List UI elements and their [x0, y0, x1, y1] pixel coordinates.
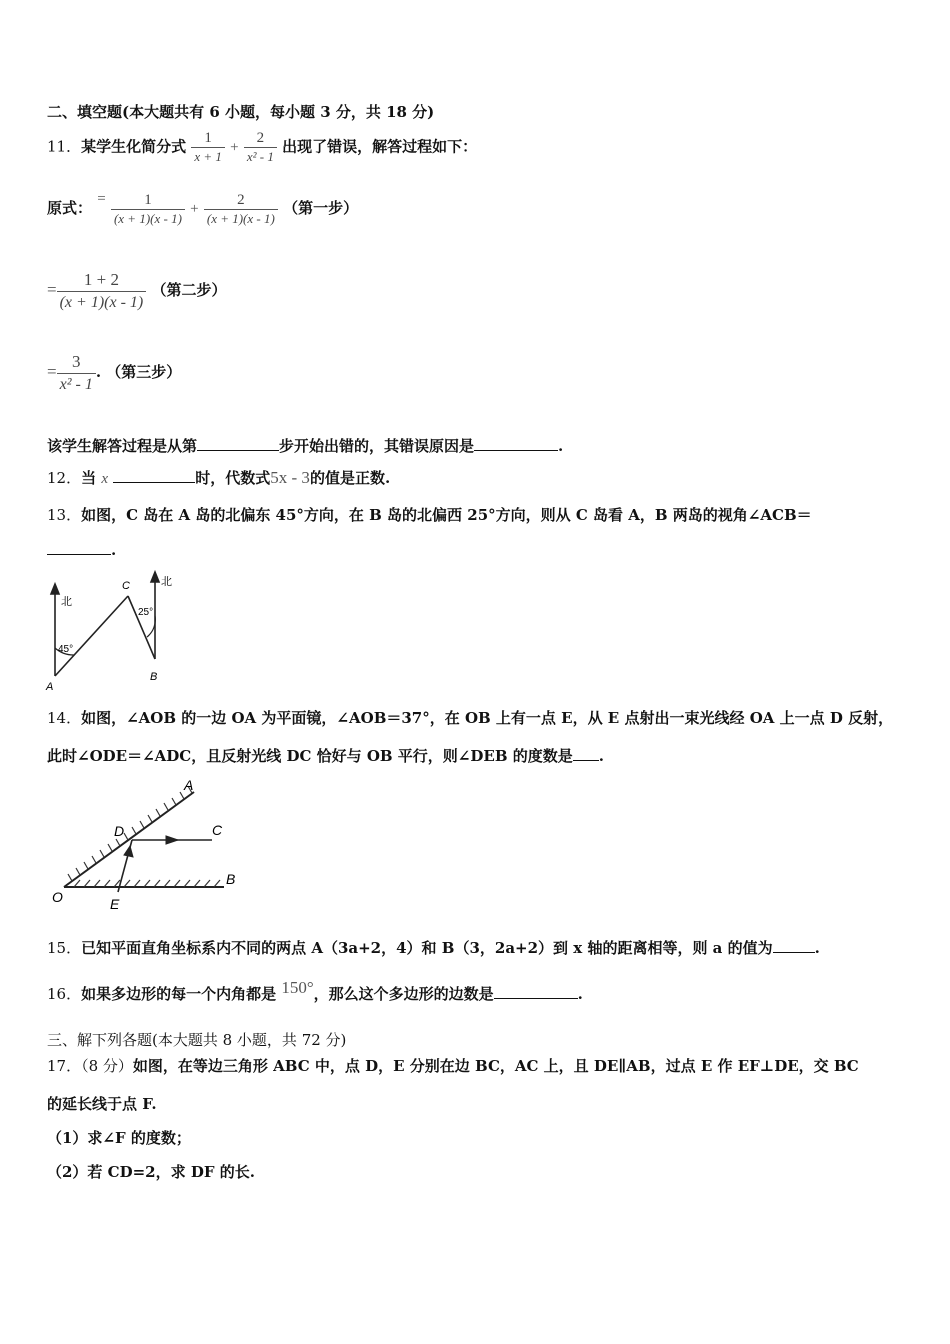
point-label-a: A [46, 681, 54, 693]
fraction: $\frac{2}{(x + 1)(x - 1)}$ [204, 192, 278, 227]
step-note: （第三步） [106, 363, 182, 381]
question-number: 16． [47, 985, 82, 1003]
segment-ac [55, 596, 128, 676]
answer-blank[interactable] [474, 436, 558, 451]
step-note: （第二步） [151, 281, 227, 299]
question-number: 14． [47, 709, 82, 727]
point-label-c: C [212, 822, 223, 838]
step-3 [47, 350, 181, 396]
point-label-b: B [150, 671, 158, 683]
question-17-line-1: 17．（8 分）如图，在等边三角形 ABC 中，点 D，E 分别在边 BC，AC 上，且 DE∥AB，过点 E 作 EF⊥DE，交 BC [47, 1057, 859, 1075]
point-label-d: D [114, 823, 125, 839]
question-number: 11． [47, 137, 82, 156]
fraction: $\frac{3}{\text{x² - 1}}$ [57, 351, 96, 396]
equals-sign: = [47, 362, 57, 381]
question-number: 17． [47, 1057, 82, 1075]
answer-blank[interactable] [773, 938, 815, 953]
variable-x: x [101, 471, 109, 487]
fraction: $\frac{1 + 2}{(x + 1)(x - 1)}$ [57, 269, 147, 314]
question-17-line-2: 的延长线于点 F. [47, 1095, 157, 1113]
north-arrow-a [51, 584, 59, 594]
fraction: $\frac{1}{x + 1}$ [191, 130, 225, 165]
score: （8 分） [81, 1057, 133, 1075]
question-text: 某学生化简分式 [81, 137, 187, 156]
question-15: 15．已知平面直角坐标系内不同的两点 A（3a+2，4）和 B（3，2a+2）到 x 轴的距离相等，则 a 的值为 . [47, 939, 820, 957]
north-label-a: 北 [61, 596, 72, 608]
question-13: 13．如图，C 岛在 A 岛的北偏东 45°方向，在 B 岛的北偏西 25°方向，则从 C 岛看 A，B 两岛的视角∠ACB＝ [47, 506, 812, 524]
question-11-ask: 该学生解答过程是从第 步开始出错的，其错误原因是 . [47, 437, 564, 455]
question-16: 16．如果多边形的每一个内角都是 150°，那么这个多边形的边数是 . [47, 978, 583, 1003]
question-11-intro [47, 130, 477, 165]
angle-arc-b [147, 616, 155, 637]
angle-label-25: 25° [138, 607, 154, 618]
question-number: 12． [47, 469, 82, 487]
period: . [95, 363, 102, 381]
question-17-part-2: （2）若 CD=2，求 DF 的长. [47, 1163, 255, 1181]
point-label-a: A [184, 778, 194, 793]
plus-sign: + [190, 201, 199, 217]
point-label-b: B [226, 871, 236, 887]
point-label-o: O [52, 889, 63, 905]
answer-blank[interactable] [573, 746, 599, 761]
ground-hatching [74, 880, 220, 887]
reflected-arrow [166, 836, 178, 844]
step-1 [47, 190, 358, 227]
segment-cb [128, 596, 155, 659]
equals-sign: = [97, 191, 106, 207]
answer-blank[interactable] [197, 436, 279, 451]
step-label: 原式： [47, 199, 93, 217]
answer-blank[interactable] [113, 468, 195, 483]
section-3-title: 三、解下列各题(本大题共 8 小题，共 72 分) [47, 1031, 347, 1049]
question-13-blank-line: . [47, 540, 116, 560]
equals-sign: = [47, 280, 57, 299]
question-text: 出现了错误，解答过程如下： [282, 137, 478, 156]
step-2 [47, 268, 226, 314]
angle-value: 150° [281, 978, 314, 997]
question-14-line-2: 此时∠ODE＝∠ADC，且反射光线 DC 恰好与 OB 平行，则∠DEB 的度数是 . [47, 747, 604, 765]
figure-q13 [40, 568, 190, 693]
question-17-part-1: （1）求∠F 的度数； [47, 1129, 191, 1147]
point-label-e: E [110, 896, 120, 912]
step-note: （第一步） [283, 199, 359, 217]
question-14-line-1: 14．如图，∠AOB 的一边 OA 为平面镜，∠AOB＝37°，在 OB 上有一点 E，从 E 点射出一束光线经 OA 上一点 D 反射， [47, 709, 894, 727]
answer-blank[interactable] [47, 540, 111, 555]
incident-arrow [124, 846, 133, 857]
question-number: 15． [47, 939, 82, 957]
point-label-c: C [122, 580, 130, 592]
expression: 5x - 3 [270, 468, 310, 487]
question-number: 13． [47, 506, 82, 524]
angle-label-45: 45° [58, 644, 74, 655]
figure-q14 [44, 778, 254, 913]
section-2-title: 二、填空题(本大题共有 6 小题，每小题 3 分，共 18 分) [47, 103, 435, 121]
mirror-hatching [68, 786, 192, 881]
fraction: $\frac{2}{\text{x² - 1}}$ [244, 130, 277, 165]
fraction: $\frac{1}{(x + 1)(x - 1)}$ [111, 192, 185, 227]
plus-sign: + [230, 139, 239, 156]
answer-blank[interactable] [494, 984, 578, 999]
question-12: 12．当 x 时，代数式5x - 3的值是正数. [47, 468, 391, 487]
north-label-b: 北 [161, 576, 172, 588]
north-arrow-b [151, 572, 159, 582]
